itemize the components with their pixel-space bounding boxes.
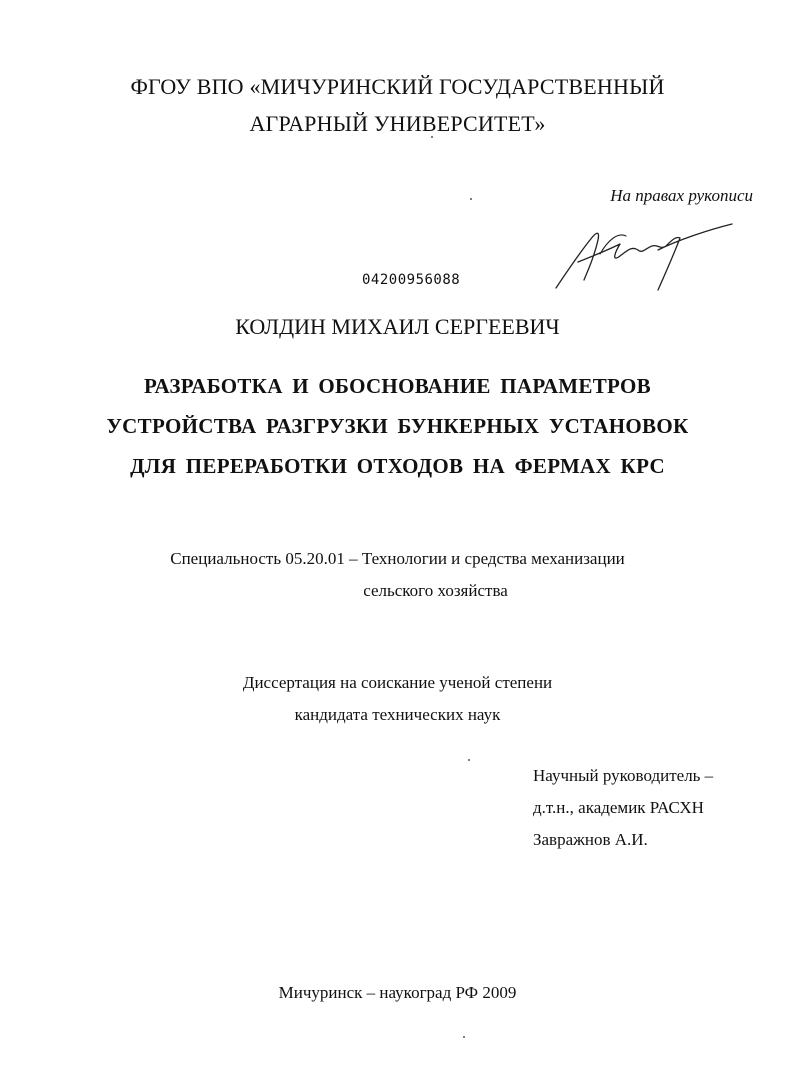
degree-line-1: Диссертация на соискание ученой степени — [242, 673, 553, 692]
serial-number: 04200956088 — [362, 272, 461, 288]
scan-speck — [468, 759, 470, 761]
institution-line-1: ФГОУ ВПО «МИЧУРИНСКИЙ ГОСУДАРСТВЕННЫЙ — [130, 74, 665, 99]
degree-line-2: кандидата технических наук — [294, 705, 501, 724]
scan-speck — [463, 1036, 465, 1038]
manuscript-rights-note: На правах рукописи — [610, 186, 753, 205]
scan-speck — [431, 136, 433, 138]
supervisor-line-2: д.т.н., академик РАСХН — [533, 798, 704, 817]
author-signature — [548, 210, 738, 300]
thesis-title-line-1: РАЗРАБОТКА И ОБОСНОВАНИЕ ПАРАМЕТРОВ — [144, 374, 651, 398]
footer-city-year: Мичуринск – наукоград РФ 2009 — [278, 983, 517, 1002]
thesis-title-line-2: УСТРОЙСТВА РАЗГРУЗКИ БУНКЕРНЫХ УСТАНОВОК — [106, 414, 689, 438]
thesis-title-line-3: ДЛЯ ПЕРЕРАБОТКИ ОТХОДОВ НА ФЕРМАХ КРС — [130, 454, 665, 478]
specialty-line-1: Специальность 05.20.01 – Технологии и средства механизации — [170, 549, 625, 568]
supervisor-line-1: Научный руководитель – — [533, 766, 714, 785]
author-name: КОЛДИН МИХАИЛ СЕРГЕЕВИЧ — [235, 314, 560, 339]
scan-speck — [470, 198, 472, 200]
specialty-line-2: сельского хозяйства — [363, 581, 508, 600]
supervisor-name: Завражнов А.И. — [533, 830, 648, 849]
institution-line-2: АГРАРНЫЙ УНИВЕРСИТЕТ» — [249, 111, 546, 136]
